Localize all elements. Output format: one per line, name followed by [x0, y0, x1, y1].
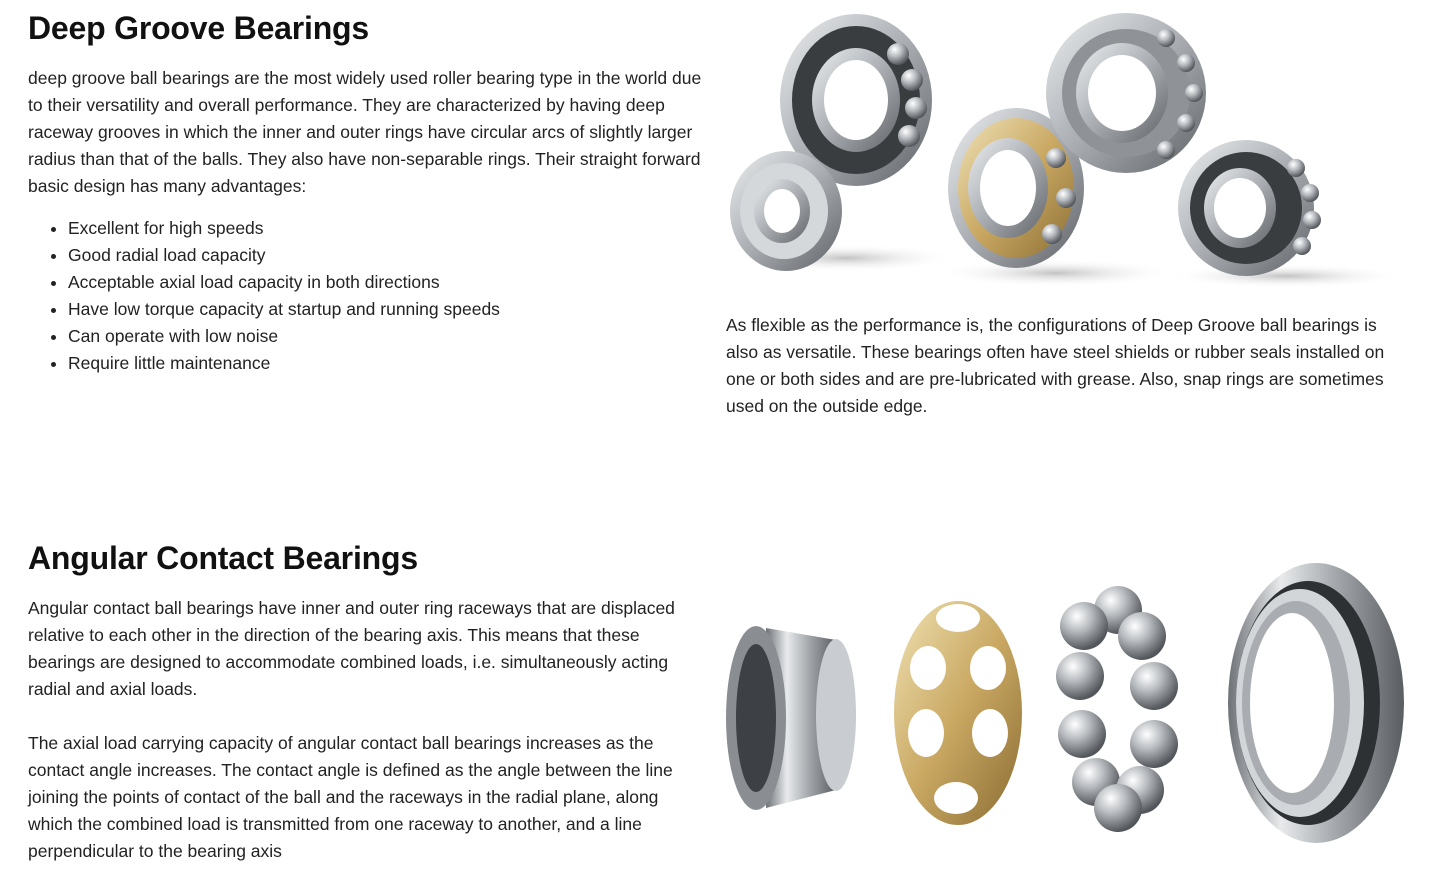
advantage-item: • Excellent for high speeds — [68, 215, 708, 242]
inner-ring — [726, 626, 856, 810]
deep-groove-bearings-illustration — [726, 8, 1406, 298]
angular-text-column — [28, 540, 708, 865]
deep-groove-intro: deep groove ball bearings are the most widely used roller bearing type in the world due to their versatility and overall performance. They are characterized by having deep raceway grooves in which the inner and outer rings have circular arcs of slightly larger radius than that of the balls. They also have non-separable rings. Their straight forward basic design has many advantages: — [28, 68, 702, 196]
angular-contact-image — [726, 558, 1406, 858]
advantage-item: • Good radial load capacity — [68, 242, 708, 269]
angular-contact-section — [0, 530, 1436, 878]
angular-para-2: The axial load carrying capacity of angular contact ball bearings increases as the contact angle increases. The contact angle is defined as the angle between the line joining the points of contact of the ball and the raceways in the radial plane, along which the combined load is transmitted from one raceway to another, and a line perpendicular to the bearing axis — [28, 733, 673, 861]
brass-cage — [894, 601, 1022, 825]
outer-ring — [1228, 563, 1404, 843]
advantage-item: • Acceptable axial load capacity in both directions — [68, 269, 708, 296]
deep-groove-image — [726, 8, 1406, 298]
shielded-bearing-small — [730, 151, 842, 271]
advantage-item: • Require little maintenance — [68, 350, 708, 377]
advantage-item: • Have low torque capacity at startup and running speeds — [68, 296, 708, 323]
sealed-bearing-right — [1178, 140, 1321, 276]
deep-groove-side-text: As flexible as the performance is, the configurations of Deep Groove ball bearings is also as versatile. These bearings often have steel shields or rubber seals installed on one or both sides and are pre-lubricated with grease. Also, snap rings are sometimes used on the outside edge. — [726, 315, 1385, 416]
angular-contact-parts-illustration — [726, 558, 1406, 858]
deep-groove-heading: Deep Groove Bearings — [28, 10, 370, 46]
open-bearing-large — [1046, 13, 1206, 173]
deep-groove-text-column — [28, 10, 708, 377]
advantages-list — [28, 215, 708, 377]
advantage-item: • Can operate with low noise — [68, 323, 708, 350]
deep-groove-side-text-column — [726, 312, 1406, 420]
angular-para-1: Angular contact ball bearings have inner and outer ring raceways that are displaced relative to each other in the direction of the bearing axis. This means that these bearings are designed to accommodate combined loads, i.e. simultaneously acting radial and axial loads. — [28, 598, 675, 699]
ball-set — [1056, 586, 1178, 832]
angular-contact-heading: Angular Contact Bearings — [28, 540, 418, 576]
